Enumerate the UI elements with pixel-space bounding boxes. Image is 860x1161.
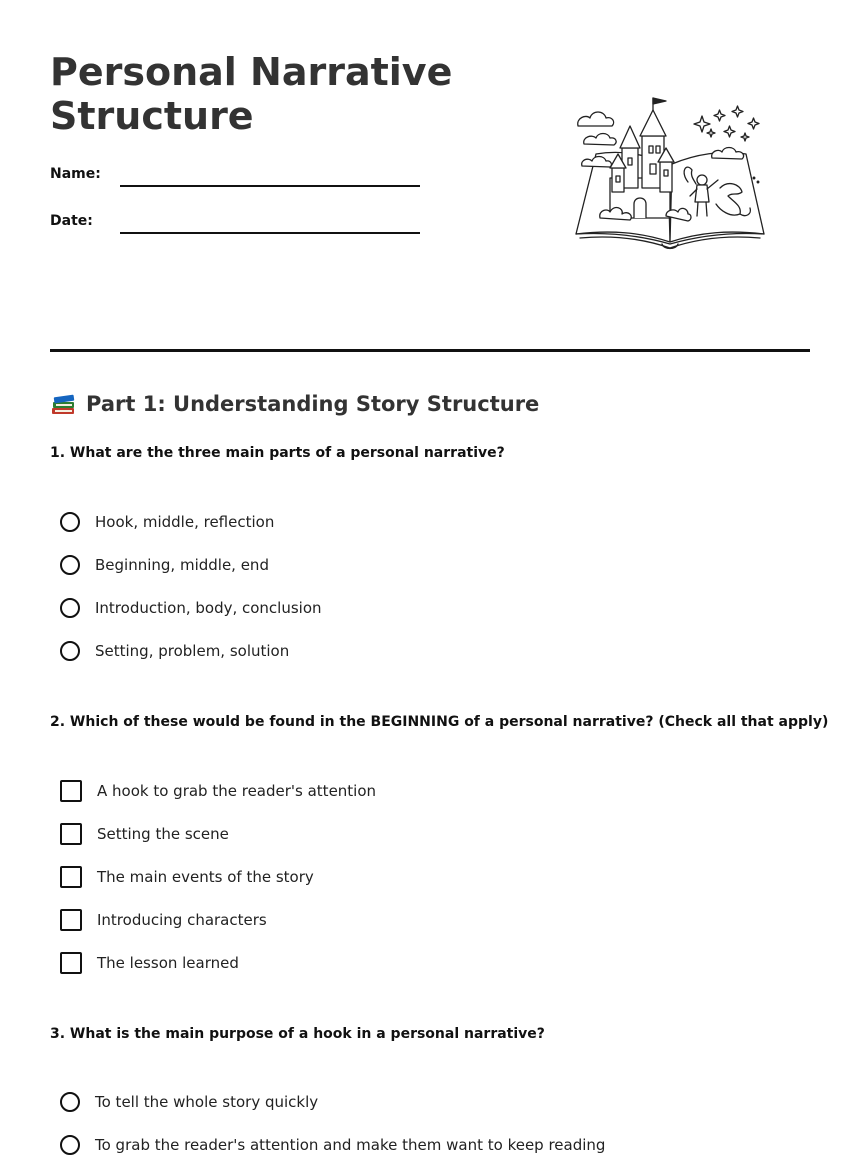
date-field-row: [50, 213, 420, 243]
question-2: 2. Which of these would be found in the BEGINNING of a personal narrative? (Check all that apply): [50, 714, 829, 730]
radio-button[interactable]: [60, 641, 80, 661]
radio-button[interactable]: [60, 598, 80, 618]
q2-option-3[interactable]: [60, 864, 314, 890]
q3-option-2[interactable]: [60, 1132, 605, 1158]
section-divider: [50, 349, 810, 352]
radio-button[interactable]: [60, 512, 80, 532]
part1-heading: [50, 388, 539, 420]
option-label: Introduction, body, conclusion: [95, 599, 322, 617]
q3-option-1[interactable]: [60, 1089, 318, 1115]
storybook-castle-illustration: [570, 92, 770, 257]
checkbox[interactable]: [60, 909, 82, 931]
radio-button[interactable]: [60, 1135, 80, 1155]
name-field-row: [50, 166, 420, 196]
option-label: A hook to grab the reader's attention: [97, 782, 377, 800]
question-1: 1. What are the three main parts of a personal narrative?: [50, 445, 505, 461]
checkbox[interactable]: [60, 823, 82, 845]
name-input[interactable]: [120, 164, 424, 186]
q1-option-1[interactable]: [60, 509, 274, 535]
option-label: Beginning, middle, end: [95, 556, 269, 574]
q2-option-5[interactable]: [60, 950, 239, 976]
books-icon: [50, 392, 76, 416]
checkbox[interactable]: [60, 866, 82, 888]
option-label: To grab the reader's attention and make them want to keep reading: [95, 1136, 606, 1154]
q2-option-4[interactable]: [60, 907, 267, 933]
name-label: Name:: [50, 166, 101, 182]
q1-option-3[interactable]: [60, 595, 322, 621]
question-3: 3. What is the main purpose of a hook in a personal narrative?: [50, 1026, 545, 1042]
option-label: The lesson learned: [97, 954, 239, 972]
option-label: Introducing characters: [97, 911, 267, 929]
radio-button[interactable]: [60, 555, 80, 575]
radio-button[interactable]: [60, 1092, 80, 1112]
checkbox[interactable]: [60, 780, 82, 802]
option-label: Hook, middle, reflection: [95, 513, 275, 531]
q2-option-1[interactable]: [60, 778, 376, 804]
page-title: Personal Narrative Structure: [50, 50, 453, 138]
q2-option-2[interactable]: [60, 821, 229, 847]
option-label: Setting, problem, solution: [95, 642, 290, 660]
option-label: Setting the scene: [97, 825, 229, 843]
checkbox[interactable]: [60, 952, 82, 974]
q1-option-2[interactable]: [60, 552, 269, 578]
option-label: The main events of the story: [97, 868, 314, 886]
q1-option-4[interactable]: [60, 638, 289, 664]
date-input[interactable]: [120, 211, 424, 233]
option-label: To tell the whole story quickly: [95, 1093, 319, 1111]
date-label: Date:: [50, 213, 93, 229]
part1-title: Part 1: Understanding Story Structure: [86, 392, 540, 416]
